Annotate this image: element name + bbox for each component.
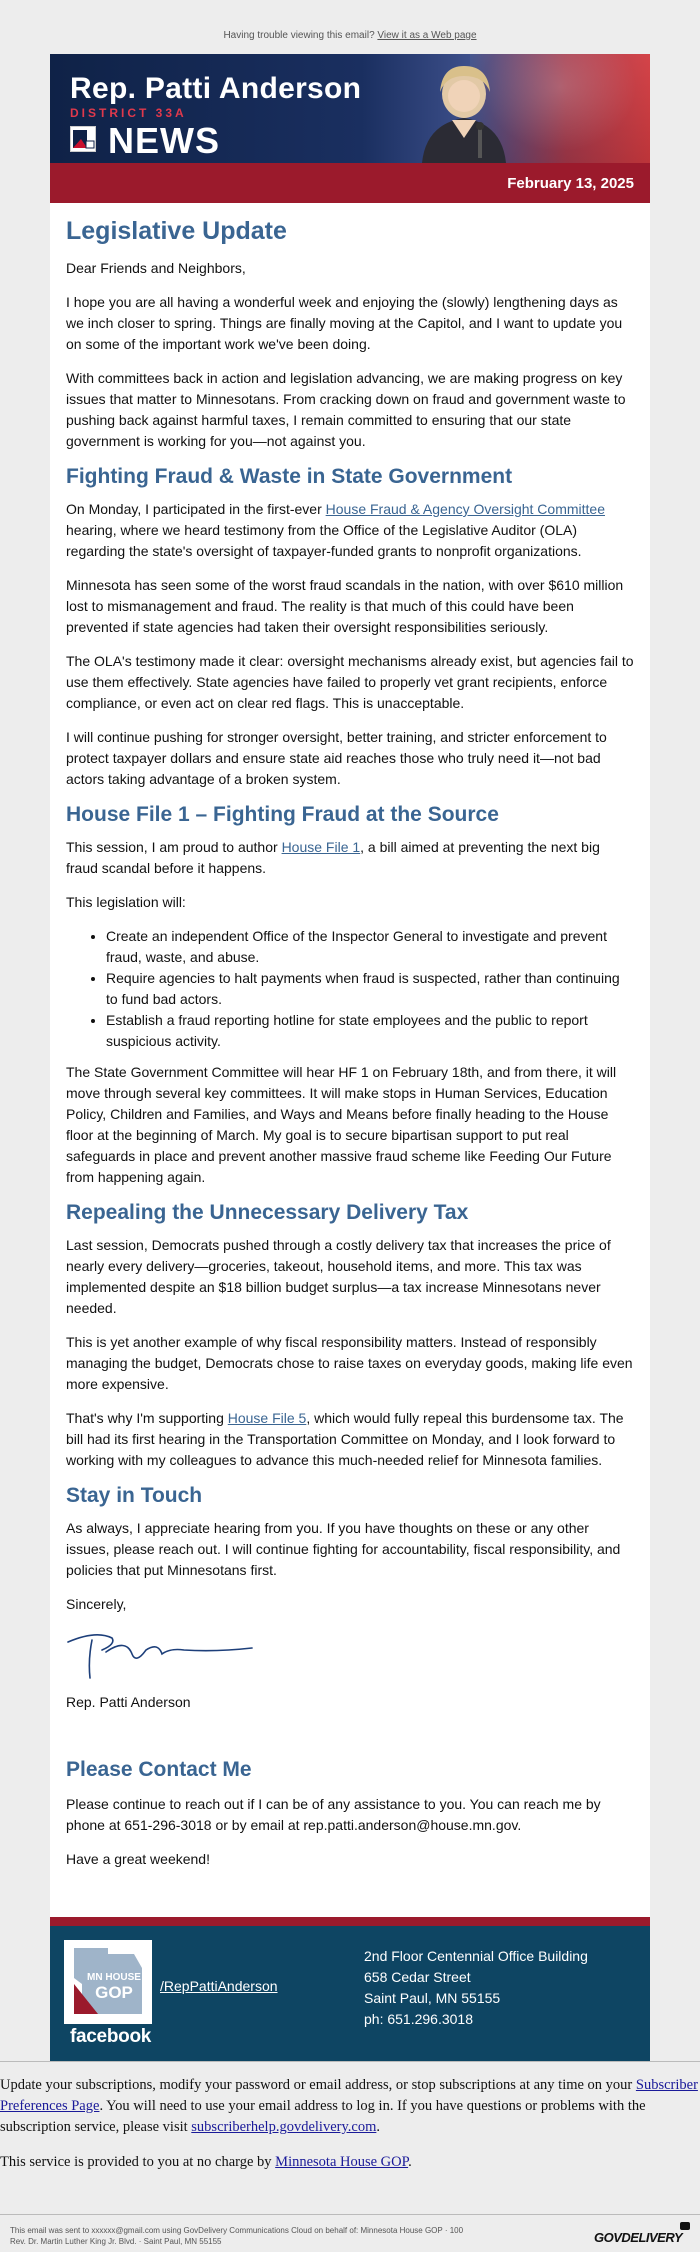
govdelivery-logo[interactable]: [594, 2230, 682, 2245]
fraud-paragraph-3: The OLA's testimony made it clear: oversight mechanisms already exist, but agencies fail to use them effectively. State agencies have failed to properly vet grant recipients, enforce compliance, or even act on clear red flags. This is unacceptable.: [66, 653, 634, 711]
subscription-paragraph: [0, 2075, 700, 2138]
hf1-paragraph-1: [66, 837, 634, 879]
footer-divider: [50, 1917, 650, 1926]
list-item: • Require agencies to halt payments when fraud is suspected, rather than continuing to fund bad actors.: [106, 968, 634, 1010]
house-gop-link[interactable]: Minnesota House GOP: [275, 2154, 409, 2170]
main-content: [50, 203, 650, 1730]
svg-text:MN HOUSE: MN HOUSE: [87, 1972, 141, 1983]
intro-paragraph-2: With committees back in action and legislation advancing, we are making progress on key issues that matter to Minnesotans. From cracking down on fraud and government waste to pushing back against harmful taxes, I remain committed to ensuring that our state government is working for you—not against you.: [66, 370, 626, 449]
hf1-heading: House File 1 – Fighting Fraud at the Source: [66, 803, 499, 826]
fraud-heading: Fighting Fraud & Waste in State Government: [66, 465, 513, 488]
address-phone: ph: 651.296.3018: [364, 2011, 473, 2027]
representative-portrait: [404, 58, 524, 163]
service-text-a: This service is provided to you at no charge by: [0, 2154, 276, 2170]
greeting: Dear Friends and Neighbors,: [66, 260, 246, 276]
newsletter-date: February 13, 2025: [507, 175, 634, 192]
hf1-paragraph-3: The State Government Committee will hear HF 1 on February 18th, and from there, it will move through several key committees. It will make stops in Human Services, Education Policy, Children and Families, and Ways and Means before finally heading to the House floor at the beginning of March. My goal is to secure bipartisan support to put real safeguards in place and prevent another massive fraud scheme like Feeding Our Future from happening again.: [66, 1064, 617, 1185]
tax-paragraph-3: [66, 1408, 634, 1471]
service-text-b: .: [408, 2154, 412, 2170]
list-item: • Establish a fraud reporting hotline for state employees and the public to report suspicious activity.: [106, 1010, 634, 1052]
fraud-p1-before: On Monday, I participated in the first-ever: [66, 501, 326, 517]
hf1-p1-before: This session, I am proud to author: [66, 839, 282, 855]
contact-heading: Please Contact Me: [66, 1758, 252, 1781]
signature-name: Rep. Patti Anderson: [66, 1694, 191, 1710]
signature-image: [66, 1628, 634, 1684]
preheader-text: Having trouble viewing this email?: [223, 30, 375, 41]
list-item: • Create an independent Office of the Inspector General to investigate and prevent fraud, waste, and abuse.: [106, 926, 634, 968]
hf1-list: [66, 926, 634, 1052]
svg-text:GOP: GOP: [95, 1983, 133, 2002]
tax-paragraph-2: This is yet another example of why fiscal responsibility matters. Instead of responsibly managing the budget, Democrats chose to raise taxes on everyday goods, making life even more expensive.: [66, 1334, 633, 1392]
fraud-p1-after: hearing, where we heard testimony from the Office of the Legislative Auditor (OLA) regarding the state's oversight of taxpayer-funded grants to nonprofit organizations.: [66, 522, 582, 559]
house-file-5-link[interactable]: House File 5: [227, 1410, 307, 1426]
gop-logo-icon: [70, 126, 96, 152]
fineprint-divider: [0, 2214, 700, 2215]
intro-paragraph-1: I hope you are all having a wonderful week and enjoying the (slowly) lengthening days as we inch closer to spring. Things are finally moving at the Capitol, and I want to update you on some of the important work we've been doing.: [66, 294, 623, 352]
subscriber-preferences-link[interactable]: Subscriber Preferences Page: [0, 2077, 698, 2114]
fineprint: [10, 2225, 610, 2247]
fineprint-line-1: This email was sent to xxxxxx@gmail.com using GovDelivery Communications Cloud on behalf of: Minnesota House GOP · 100: [10, 2226, 464, 2235]
subs-text-b: . You will need to use your email address to log in. If you have questions or problems with the subscription service, please visit: [0, 2098, 646, 2135]
subscription-info: [0, 2075, 700, 2187]
address-line: Saint Paul, MN 55155: [364, 1990, 501, 2006]
banner-news: NEWS: [108, 120, 220, 161]
date-band: [50, 163, 650, 203]
stay-heading: Stay in Touch: [66, 1484, 203, 1507]
hf1-p1-after: , a bill aimed at preventing the next big fraud scandal before it happens.: [66, 839, 600, 876]
tax-heading: Repealing the Unnecessary Delivery Tax: [66, 1201, 469, 1224]
contact-section: [50, 1730, 650, 1897]
tax-paragraph-1: Last session, Democrats pushed through a costly delivery tax that increases the price of nearly every delivery—groceries, takeout, household items, and more. This tax was implemented despite an $18 billion budget surplus—a tax increase Minnesotans never needed.: [66, 1237, 611, 1316]
footer: [50, 1926, 650, 2061]
office-address: [364, 1946, 588, 2030]
tax-p3-before: That's why I'm supporting: [66, 1410, 228, 1426]
address-line: 658 Cedar Street: [364, 1969, 471, 1985]
facebook-page-link[interactable]: /RepPattiAnderson: [160, 1978, 278, 1994]
subs-text-a: Update your subscriptions, modify your password or email address, or stop subscriptions at any time on your: [0, 2077, 636, 2093]
oversight-committee-link[interactable]: House Fraud & Agency Oversight Committee: [325, 501, 605, 517]
fineprint-line-2: Rev. Dr. Martin Luther King Jr. Blvd. · Saint Paul, MN 55155: [10, 2237, 222, 2246]
closing: Sincerely,: [66, 1596, 127, 1612]
subscriber-help-link[interactable]: subscriberhelp.govdelivery.com: [191, 2119, 377, 2135]
address-line: 2nd Floor Centennial Office Building: [364, 1948, 588, 1964]
subs-text-c: .: [376, 2119, 380, 2135]
tax-p3-after: , which would fully repeal this burdensome tax. The bill had its first hearing in the Transportation Committee on Monday, and I look forward to working with my colleagues to advance this much-needed relief for Minnesota families.: [66, 1410, 624, 1468]
mn-house-gop-logo[interactable]: [64, 1940, 152, 2024]
banner-title: Rep. Patti Anderson: [70, 72, 362, 105]
page-title: Legislative Update: [66, 217, 287, 245]
banner-district: DISTRICT 33A: [70, 106, 187, 120]
stay-paragraph-1: As always, I appreciate hearing from you. If you have thoughts on these or any other issues, please reach out. I will continue fighting for accountability, fiscal responsibility, and policies that put Minnesotans first.: [66, 1520, 621, 1578]
fraud-paragraph-2: Minnesota has seen some of the worst fraud scandals in the nation, with over $610 million lost to mismanagement and fraud. The reality is that much of this could have been prevented if state agencies had taken their oversight responsibilities seriously.: [66, 577, 624, 635]
header-banner: [50, 54, 650, 163]
fraud-paragraph-4: I will continue pushing for stronger oversight, better training, and stricter enforcement to protect taxpayer dollars and ensure state aid reaches those who truly need it—not bad actors taking advantage of a broken system.: [66, 729, 607, 787]
subscription-divider: [0, 2061, 700, 2062]
facebook-label: facebook: [70, 2026, 152, 2047]
web-version-link[interactable]: View it as a Web page: [377, 30, 477, 41]
govdelivery-badge-icon: [680, 2222, 690, 2230]
service-paragraph: [0, 2152, 700, 2173]
hf1-paragraph-2: This legislation will:: [66, 894, 186, 910]
fraud-paragraph-1: [66, 499, 634, 562]
govdelivery-text: GOVDELIVERY: [594, 2230, 683, 2245]
contact-paragraph-2: Have a great weekend!: [66, 1851, 210, 1867]
preheader: [0, 0, 700, 54]
email-body: [50, 54, 650, 2061]
contact-paragraph-1: Please continue to reach out if I can be of any assistance to you. You can reach me by phone at 651-296-3018 or by email at rep.patti.anderson@house.mn.gov.: [66, 1796, 601, 1833]
house-file-1-link[interactable]: House File 1: [281, 839, 361, 855]
